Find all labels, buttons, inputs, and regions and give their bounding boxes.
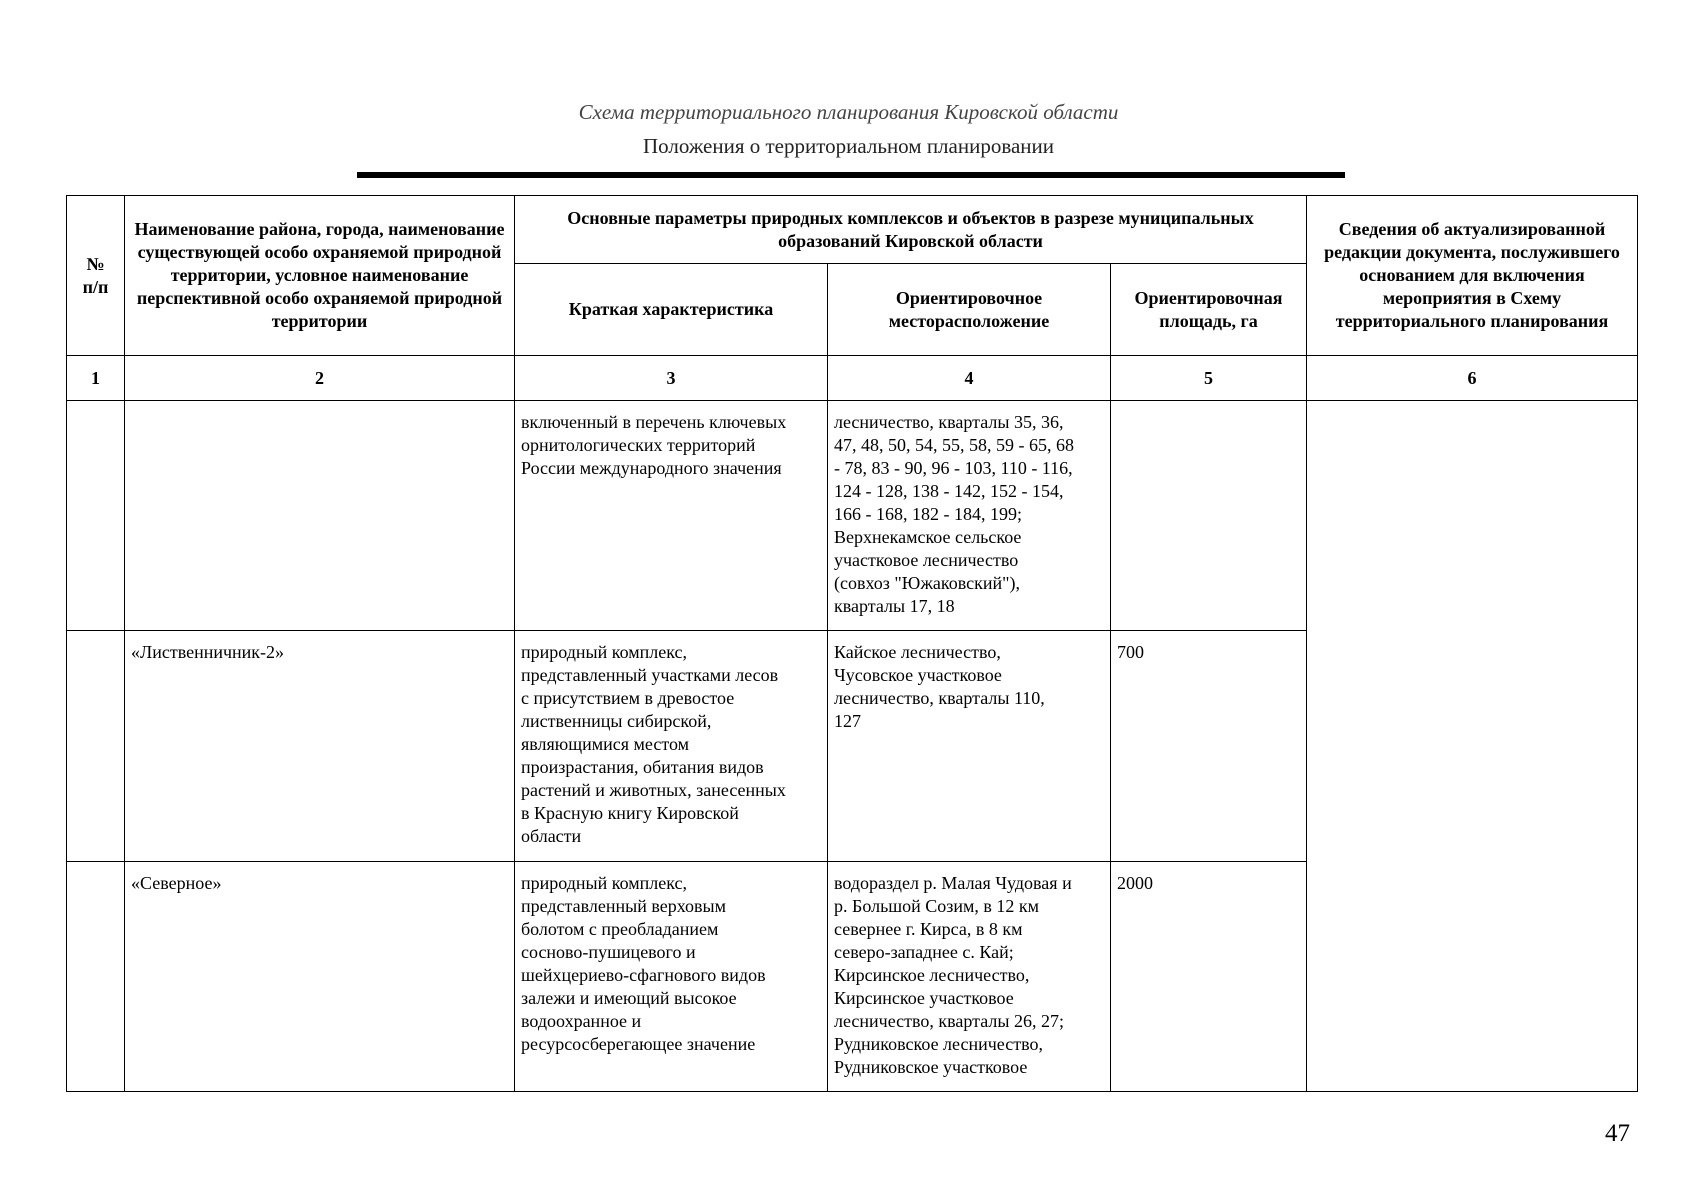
row-name-cell bbox=[125, 631, 515, 862]
header-group-parameters-label: Основные параметры природных комплексов и объектов в разрезе муниципальных образований Кировской области bbox=[567, 207, 1254, 251]
header-col-characteristic bbox=[515, 264, 828, 356]
row-location-cell bbox=[828, 862, 1111, 1092]
row-number bbox=[67, 401, 124, 417]
header-col-name-label: Наименование района, города, наименование существующей особо охраняемой природной территории, условное наименование перспективной особо охраняемой природной территории bbox=[134, 219, 505, 331]
document-subtitle: Положения о территориальном планировании bbox=[642, 134, 1055, 158]
row-area-cell bbox=[1111, 862, 1307, 1092]
header-divider bbox=[357, 172, 1345, 178]
row-area: 700 bbox=[1117, 642, 1144, 662]
column-number: 3 bbox=[515, 356, 828, 401]
column-number: 1 bbox=[67, 356, 125, 401]
row-characteristic-cell bbox=[515, 401, 828, 631]
column-number: 2 bbox=[125, 356, 515, 401]
row-location-cell bbox=[828, 401, 1111, 631]
header-col-area-label: Ориентировочная площадь, га bbox=[1134, 287, 1283, 331]
row-name: «Лиственничник-2» bbox=[131, 642, 285, 662]
row-location: Кайское лесничество, Чусовское участковое лесничество, кварталы 110, 127 bbox=[834, 642, 1045, 731]
row-name bbox=[125, 401, 514, 417]
row-characteristic-cell bbox=[515, 862, 828, 1092]
row-characteristic: природный комплекс, представленный верховым болотом с преобладанием сосново-пушицевого и шейхцериево-сфагнового видов залежи и имеющий высокое водоохранное и ресурсосберегающее значение bbox=[521, 873, 766, 1054]
header-group-parameters bbox=[515, 196, 1307, 264]
row-location: лесничество, кварталы 35, 36, 47, 48, 50, 54, 55, 58, 59 - 65, 68 - 78, 83 - 90, 96 - 103, 110 - 116, 124 - 128, 138 - 142, 152 - 154, 166 - 168, 182 - 184, 199; Верхнекамское сельское участковое лесничество (совхоз "Южаковский"), кварталы 17, 18 bbox=[834, 412, 1074, 616]
row-characteristic-cell bbox=[515, 631, 828, 862]
header-col-characteristic-label: Краткая характеристика bbox=[568, 299, 774, 319]
document-title: Схема территориального планирования Кировской области bbox=[578, 100, 1119, 124]
row-area bbox=[1111, 401, 1306, 417]
row-number bbox=[67, 862, 124, 878]
row-name: «Северное» bbox=[131, 873, 222, 893]
header-col-document bbox=[1307, 196, 1638, 356]
row-characteristic: включенный в перечень ключевых орнитологических территорий России международного значения bbox=[521, 412, 787, 478]
header-col-area bbox=[1111, 264, 1307, 356]
row-number-cell bbox=[67, 862, 125, 1092]
row-name-cell bbox=[125, 401, 515, 631]
row-area: 2000 bbox=[1117, 873, 1153, 893]
row-area-cell bbox=[1111, 631, 1307, 862]
row-area-cell bbox=[1111, 401, 1307, 631]
row-number-cell bbox=[67, 401, 125, 631]
document-info-cell bbox=[1307, 401, 1638, 1092]
row-number-cell bbox=[67, 631, 125, 862]
header-col-location bbox=[828, 264, 1111, 356]
header-col-document-label: Сведения об актуализированной редакции документа, послужившего основанием для включения мероприятия в Схему территориального планирования bbox=[1324, 219, 1620, 331]
header-col-location-label: Ориентировочное месторасположение bbox=[888, 287, 1050, 331]
page-number: 47 bbox=[1605, 1120, 1630, 1147]
column-number: 4 bbox=[828, 356, 1111, 401]
row-characteristic: природный комплекс, представленный участками лесов с присутствием в древостое лиственницы сибирской, являющимися местом произрастания, обитания видов растений и животных, занесенных в Красную книгу Кировской области bbox=[521, 642, 786, 846]
row-location: водораздел р. Малая Чудовая и р. Большой Созим, в 12 км севернее г. Кирса, в 8 км северо-западнее с. Кай; Кирсинское лесничество, Кирсинское участковое лесничество, кварталы 26, 27; Рудниковское лесничество, Рудниковское участковое bbox=[834, 873, 1072, 1077]
row-number bbox=[67, 631, 124, 647]
column-number: 5 bbox=[1111, 356, 1307, 401]
row-location-cell bbox=[828, 631, 1111, 862]
protected-areas-table bbox=[66, 195, 1638, 1092]
table-row bbox=[67, 401, 1638, 631]
column-number-row bbox=[67, 356, 1638, 401]
header-col-number-label: № п/п bbox=[82, 253, 109, 297]
row-name-cell bbox=[125, 862, 515, 1092]
header-col-number bbox=[67, 196, 125, 356]
column-number: 6 bbox=[1307, 356, 1638, 401]
header-col-name bbox=[125, 196, 515, 356]
